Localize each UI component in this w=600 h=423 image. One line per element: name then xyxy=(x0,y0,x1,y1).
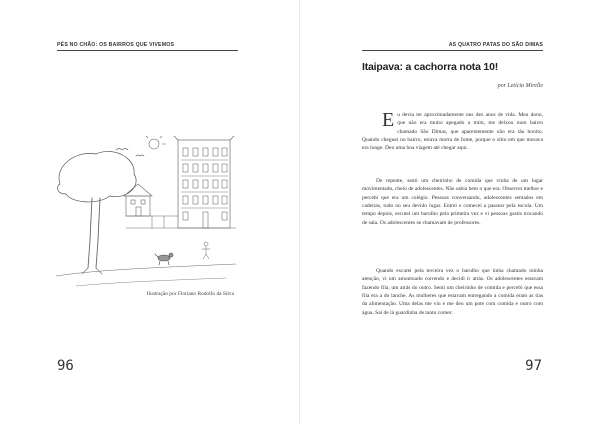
left-page-number: 96 xyxy=(57,358,74,374)
dog-drawing xyxy=(155,253,173,265)
left-header-rule xyxy=(57,50,238,51)
paragraph-text: Quando escutei pela terceira vez o barulho que tinha chamado minha atenção, vi um amontoado correndo e decidi ir atrás. Os adolescentes estavam fazendo fila, um atrás do outro. Senti um cheirinho de comida e percebi que essa fila era a do lanche. As mulheres que estavam entregando a comida eram as tias da alimentação. Uma delas me viu e me deu um pote com comida e outro com água. Saí de lá guardinha de tanto comer. xyxy=(362,268,543,316)
body-paragraph-3 xyxy=(362,267,543,317)
chapter-author: por Letícia Mirelle xyxy=(497,83,543,89)
drop-cap: E xyxy=(382,109,395,131)
building-drawing xyxy=(174,136,234,228)
right-page xyxy=(300,0,600,423)
illustration-caption: Ilustração por Floriano Rodolfo da Silva xyxy=(146,291,234,297)
child-drawing-illustration xyxy=(56,136,236,306)
fence-drawing xyxy=(126,216,236,228)
right-running-header: AS QUATRO PATAS DO SÃO DIMAS xyxy=(448,42,543,48)
paragraph-text: De repente, senti um cheirinho de comida que vinha de um lugar movimentado, cheio de adolescentes. Não sabia bem o que era. Observei melhor e percebi que era um colégio. Pessoas conversando, adolescentes sentados em cadeiras, tudo no seu devido lugar. Entrei e comecei a passear pela escola. Um tempo depois, escutei um barulho pela primeira vez e vi pessoas gastis trocando de sala. Os adolescentes se chamavam de professores. xyxy=(362,178,543,226)
chapter-title: Itaipava: a cachorra nota 10! xyxy=(362,61,499,73)
right-page-number: 97 xyxy=(525,358,542,374)
body-paragraph-2 xyxy=(362,177,543,227)
right-header-rule xyxy=(362,50,543,51)
tree-drawing xyxy=(58,151,137,274)
body-paragraph-1 xyxy=(362,111,543,153)
house-drawing xyxy=(124,184,152,216)
paragraph-text: u devia ter aproximadamente uns dez anos de vida. Meu dono, que não era muito apegado a mim, me deixou num bairro chamado São Dimas, que aparentemente não era tão bonito. Quando cheguei no bairro, estava morta de fome, porque o sítio em que morava era longe. Deu uma boa viagem até chegar aqui. xyxy=(362,112,543,152)
left-running-header: PÉS NO CHÃO: OS BAIRROS QUE VIVEMOS xyxy=(57,42,175,48)
sun-icon xyxy=(145,136,166,149)
